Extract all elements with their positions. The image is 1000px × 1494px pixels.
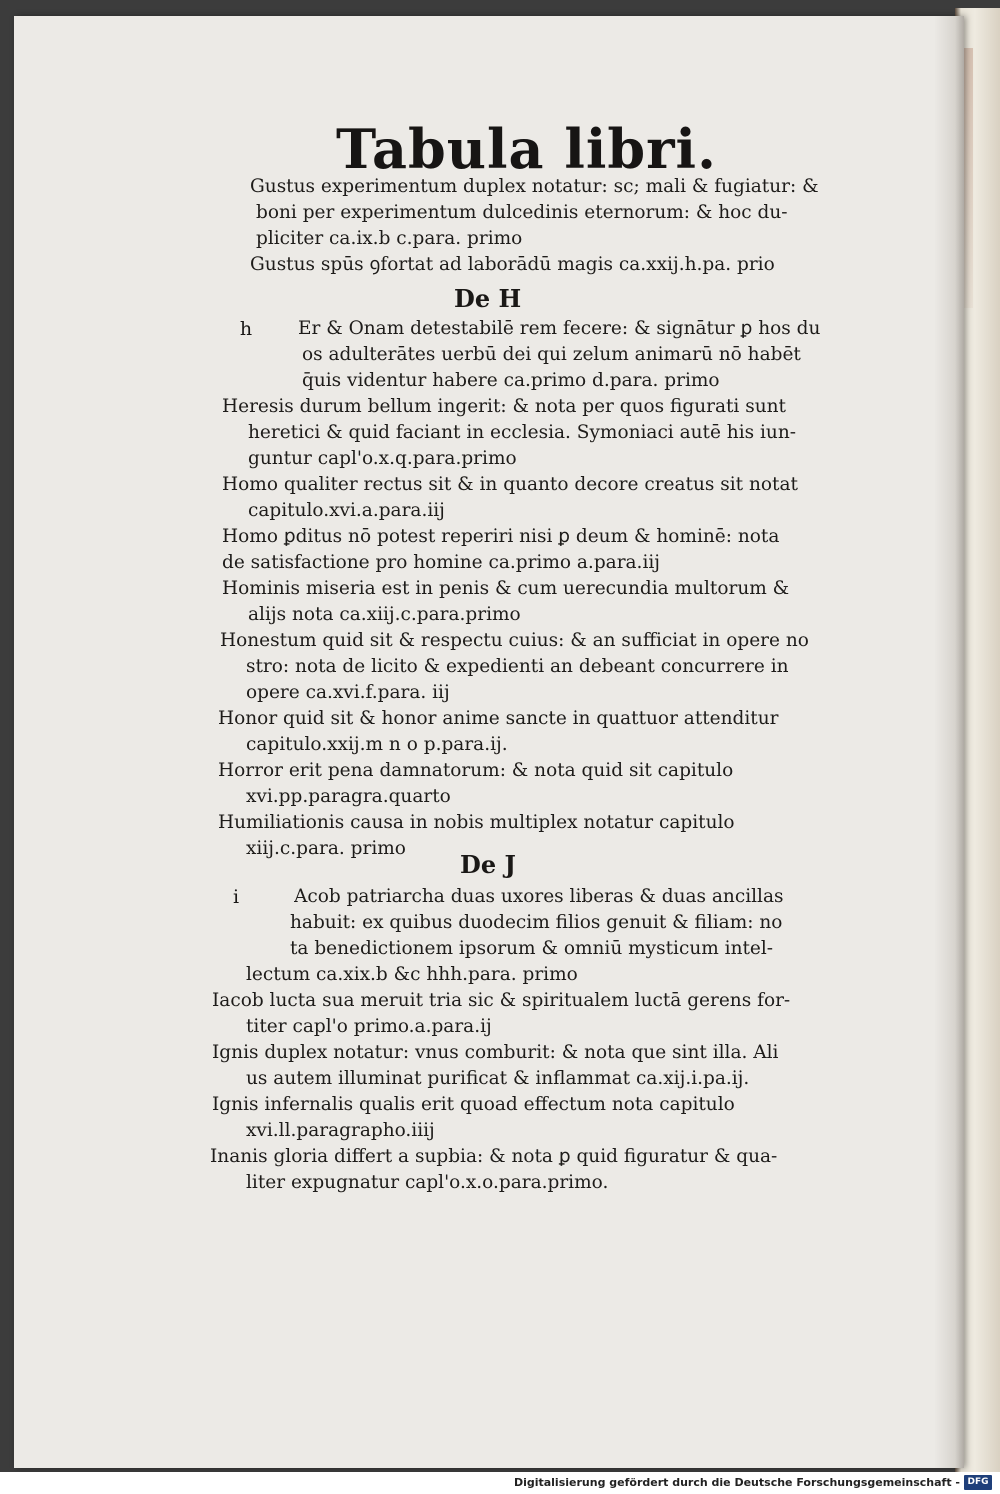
text-line: os adulterātes uerbū dei qui zelum animarū nō habēt xyxy=(302,344,801,365)
text-line: Hominis miseria est in penis & cum uerecundia multorum & xyxy=(222,578,790,599)
text-line: Ignis duplex notatur: vnus comburit: & nota que sint illa. Ali xyxy=(212,1042,779,1063)
text-line: us autem illuminat purificat & inflammat ca.xij.i.pa.ij. xyxy=(246,1068,750,1089)
text-line: ta benedictionem ipsorum & omniū mysticum intel- xyxy=(290,938,774,959)
text-line: capitulo.xxij.m n o p.para.ij. xyxy=(246,734,508,755)
text-line: titer capl'o primo.a.para.ij xyxy=(246,1016,492,1037)
text-line: Horror erit pena damnatorum: & nota quid sit capitulo xyxy=(218,760,734,781)
book-page xyxy=(14,16,964,1468)
index-text xyxy=(14,16,964,1468)
initial-letter: i xyxy=(232,886,240,908)
text-line: capitulo.xvi.a.para.iij xyxy=(248,500,445,521)
text-line: Gustus spūs ꝯfortat ad laborādū magis ca.xxij.h.pa. prio xyxy=(250,254,775,275)
footer-bar xyxy=(0,1472,1000,1494)
page-title: Tabula libri. xyxy=(336,117,717,181)
text-line: Inanis gloria differt a supbia: & nota ꝑ quid figuratur & qua- xyxy=(210,1146,778,1167)
text-line: Honestum quid sit & respectu cuius: & an sufficiat in opere no xyxy=(220,630,809,651)
text-line: alijs nota ca.xiij.c.para.primo xyxy=(248,604,521,625)
text-line: Homo qualiter rectus sit & in quanto decore creatus sit notat xyxy=(222,474,798,495)
text-line: Humiliationis causa in nobis multiplex notatur capitulo xyxy=(218,812,735,833)
section-heading-h: De H xyxy=(454,284,522,313)
text-line: q̄uis videntur habere ca.primo d.para. primo xyxy=(302,370,720,391)
funding-credit: Digitalisierung gefördert durch die Deutsche Forschungsgemeinschaft - xyxy=(513,1476,960,1489)
text-line: opere ca.xvi.f.para. iij xyxy=(246,682,450,703)
text-line: Iacob lucta sua meruit tria sic & spiritualem luctā gerens for- xyxy=(212,990,791,1011)
text-line: xvi.ll.paragrapho.iiij xyxy=(246,1120,435,1141)
text-line: Honor quid sit & honor anime sancte in quattuor attenditur xyxy=(218,708,779,729)
text-line: lectum ca.xix.b &c hhh.para. primo xyxy=(246,964,578,985)
text-line: Homo ꝑditus nō potest reperiri nisi ꝑ deum & hominē: nota xyxy=(222,526,780,547)
text-line: Heresis durum bellum ingerit: & nota per quos figurati sunt xyxy=(222,396,786,417)
text-line: heretici & quid faciant in ecclesia. Symoniaci autē his iun- xyxy=(248,422,797,443)
text-line: stro: nota de licito & expedienti an debeant concurrere in xyxy=(246,656,789,677)
dfg-logo: DFG xyxy=(964,1475,992,1490)
text-line: xvi.pp.paragra.quarto xyxy=(246,786,451,807)
text-line: xiij.c.para. primo xyxy=(246,838,406,859)
text-line: habuit: ex quibus duodecim filios genuit & filiam: no xyxy=(290,912,783,933)
text-line: de satisfactione pro homine ca.primo a.para.iij xyxy=(222,552,661,573)
text-line: guntur capl'o.x.q.para.primo xyxy=(248,448,517,469)
text-line: liter expugnatur capl'o.x.o.para.primo. xyxy=(246,1172,609,1193)
text-line: boni per experimentum dulcedinis eternorum: & hoc du- xyxy=(256,202,788,223)
text-line: Er & Onam detestabilē rem fecere: & signātur ꝑ hos du xyxy=(298,318,821,339)
text-line: Gustus experimentum duplex notatur: sc; mali & fugiatur: & xyxy=(250,176,819,197)
text-line: pliciter ca.ix.b c.para. primo xyxy=(256,228,523,249)
section-heading-j: De J xyxy=(460,850,516,879)
initial-letter: h xyxy=(239,318,253,340)
text-line: Acob patriarcha duas uxores liberas & duas ancillas xyxy=(294,886,784,907)
text-line: Ignis infernalis qualis erit quoad effectum nota capitulo xyxy=(212,1094,735,1115)
